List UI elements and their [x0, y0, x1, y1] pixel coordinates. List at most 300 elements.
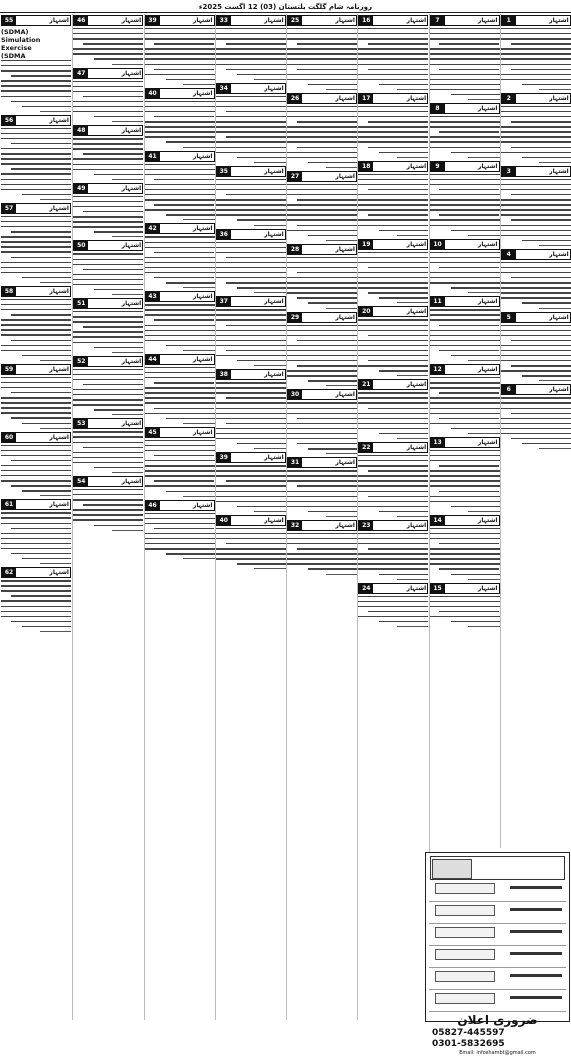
notice-text [430, 252, 500, 289]
notice-number: 37 [217, 297, 231, 306]
notice-title-bar [287, 312, 357, 323]
text-line [73, 316, 143, 317]
text-line [1, 90, 71, 91]
text-line [287, 214, 357, 215]
text-line [501, 209, 571, 210]
text-line [287, 533, 357, 534]
text-line [216, 319, 286, 320]
notice-block [430, 296, 500, 361]
text-line [145, 372, 215, 373]
text-line [73, 259, 143, 260]
text-line [430, 262, 500, 263]
notice-text [73, 28, 143, 60]
text-line [287, 230, 357, 231]
signature-line [539, 380, 571, 381]
text-line [226, 480, 286, 481]
text-line [379, 574, 428, 575]
notice-text [287, 106, 357, 163]
text-line [154, 69, 214, 70]
text-line [430, 199, 500, 200]
text-line [501, 214, 571, 215]
text-line [358, 428, 428, 429]
text-line [501, 184, 571, 185]
notice-title-bar [73, 298, 143, 309]
text-line [11, 340, 71, 341]
text-line [145, 164, 215, 165]
text-line [145, 340, 215, 341]
text-line [358, 533, 428, 534]
text-line [216, 152, 286, 153]
signature-line [40, 282, 72, 283]
text-line [368, 69, 428, 70]
text-line [439, 350, 499, 351]
notice-title-bar [216, 15, 286, 26]
notice-text [216, 96, 286, 158]
signature-line [254, 448, 286, 449]
text-line [501, 28, 571, 29]
text-line [439, 267, 499, 268]
notice-text [145, 101, 215, 143]
notice-tag: اشتہار [264, 17, 284, 24]
text-line [11, 460, 71, 461]
notice-text [1, 128, 71, 195]
notice-title-bar [1, 286, 71, 297]
text-line [368, 121, 428, 122]
text-line [216, 309, 286, 310]
text-line [358, 174, 428, 175]
notice-number: 45 [146, 428, 160, 437]
text-line [73, 494, 143, 495]
text-line [1, 246, 71, 247]
text-line [1, 70, 71, 71]
notice-title-bar [430, 239, 500, 250]
text-line [287, 219, 357, 220]
text-line [1, 138, 71, 139]
text-line [430, 126, 500, 127]
notice-number: 7 [431, 16, 445, 25]
text-line [216, 277, 286, 278]
notice-number: 54 [74, 477, 88, 486]
advertisement-box [425, 852, 570, 1056]
text-line [358, 194, 428, 195]
text-line [287, 553, 357, 554]
text-line [439, 325, 499, 326]
notice-title-bar [358, 15, 428, 26]
notice-number: 15 [431, 584, 445, 593]
text-line [358, 480, 428, 481]
text-line [430, 277, 500, 278]
text-line [287, 189, 357, 190]
notice-number: 6 [502, 385, 516, 394]
text-line [379, 370, 428, 371]
text-line [1, 450, 71, 451]
text-line [358, 558, 428, 559]
text-line [216, 553, 286, 554]
text-line [145, 106, 215, 107]
text-line [368, 189, 428, 190]
text-line [94, 409, 143, 410]
text-line [216, 267, 286, 268]
text-line [22, 423, 71, 424]
text-line [154, 252, 214, 253]
notice-block [287, 312, 357, 387]
notice-number: 53 [74, 419, 88, 428]
notice-number: 56 [2, 116, 16, 125]
text-line [216, 496, 286, 497]
notice-text [216, 465, 286, 507]
notice-block [287, 15, 357, 90]
text-line [287, 277, 357, 278]
text-line [216, 204, 286, 205]
text-line [287, 257, 357, 258]
notice-tag: اشتہار [264, 371, 284, 379]
text-line [1, 173, 71, 174]
text-line [287, 204, 357, 205]
notice-title-bar [430, 103, 500, 114]
text-line [308, 302, 357, 303]
text-line [287, 53, 357, 54]
notice-block [358, 583, 428, 627]
text-line [1, 523, 71, 524]
notice-title-bar [1, 15, 71, 26]
text-line [73, 86, 143, 87]
text-line [73, 158, 143, 159]
text-line [501, 53, 571, 54]
text-line [501, 199, 571, 200]
text-line [358, 179, 428, 180]
notice-tag: اشتہار [335, 17, 355, 24]
text-line [73, 169, 143, 170]
notice-tag: اشتہار [192, 293, 213, 301]
text-line [216, 491, 286, 492]
notice-tag: اشتہار [49, 287, 69, 295]
text-line [358, 365, 428, 366]
text-line [166, 418, 215, 419]
text-line [358, 262, 428, 263]
text-line [287, 58, 357, 59]
text-line [1, 600, 71, 601]
signature-line [468, 579, 500, 580]
notice-text [287, 184, 357, 236]
text-line [1, 221, 71, 222]
notice-tag: اشتہار [477, 366, 498, 374]
text-line [439, 418, 499, 419]
text-line [216, 402, 286, 403]
notice-title-bar [501, 166, 571, 177]
text-line [358, 252, 428, 253]
notice-block [430, 103, 500, 158]
text-line [216, 538, 286, 539]
signature-line [112, 530, 144, 531]
text-line [145, 257, 215, 258]
text-line [287, 480, 357, 481]
notice-title-bar [358, 442, 428, 453]
notice-number: 40 [146, 89, 160, 98]
text-line [501, 58, 571, 59]
text-line [154, 179, 214, 180]
text-line [237, 563, 286, 564]
text-line [216, 247, 286, 248]
text-line [287, 375, 357, 376]
notice-title-bar [73, 68, 143, 79]
text-line [430, 460, 500, 461]
text-line [358, 355, 428, 356]
text-line [287, 423, 357, 424]
text-line [226, 397, 286, 398]
text-line [358, 501, 428, 502]
notice-number: 5 [502, 313, 516, 322]
text-line [358, 485, 428, 486]
signature-line [397, 438, 429, 439]
text-line [1, 251, 71, 252]
text-line [287, 262, 357, 263]
notice-block [287, 93, 357, 168]
text-line [501, 111, 571, 112]
notice-number: 14 [431, 516, 445, 525]
text-line [1, 543, 71, 544]
notice-text [145, 304, 215, 346]
notice-block [1, 364, 71, 429]
text-line [368, 43, 428, 44]
notice-block [73, 476, 143, 531]
text-line [73, 284, 143, 285]
text-line [287, 563, 357, 564]
text-line [439, 465, 499, 466]
notice-title-bar [501, 93, 571, 104]
text-line [73, 519, 143, 520]
notice-block [216, 166, 286, 226]
text-line [216, 64, 286, 65]
text-line [11, 75, 71, 76]
text-line [83, 96, 143, 97]
text-line [287, 501, 357, 502]
notice-title-bar [145, 291, 215, 302]
notice-block [501, 312, 571, 382]
text-line [287, 345, 357, 346]
text-line [216, 141, 286, 142]
notice-number: 50 [74, 241, 88, 250]
text-line [1, 163, 71, 164]
text-line [358, 465, 428, 466]
signature-line [326, 308, 358, 309]
text-line [501, 428, 571, 429]
text-line [522, 157, 571, 158]
text-line [430, 48, 500, 49]
text-line [379, 511, 428, 512]
notice-title-bar [145, 88, 215, 99]
text-line [287, 428, 357, 429]
text-line [430, 141, 500, 142]
text-line [358, 402, 428, 403]
text-line [287, 470, 357, 471]
signature-line [40, 631, 72, 632]
text-line [1, 299, 71, 300]
text-line [145, 189, 215, 190]
notice-tag: اشتہار [406, 17, 427, 24]
notice-tag: اشتہار [121, 420, 142, 428]
notice-title-bar [358, 239, 428, 250]
text-line [358, 111, 428, 112]
notice-block [73, 356, 143, 416]
notice-text [1, 377, 71, 424]
text-line [439, 611, 499, 612]
text-line [287, 152, 357, 153]
text-line [368, 214, 428, 215]
notice-number: 13 [431, 438, 445, 447]
text-line [297, 147, 357, 148]
notice-number: 58 [2, 287, 16, 296]
text-line [430, 136, 500, 137]
signature-line [397, 157, 429, 158]
notice-tag: اشتہار [121, 300, 142, 308]
text-line [145, 33, 215, 34]
text-line [1, 334, 71, 335]
text-line [368, 470, 428, 471]
text-line [226, 257, 286, 258]
text-line [358, 204, 428, 205]
text-line [501, 325, 571, 326]
text-line [216, 272, 286, 273]
text-line [368, 496, 428, 497]
notice-number: 18 [359, 162, 373, 171]
text-line [216, 418, 286, 419]
text-line [216, 558, 286, 559]
signature-line [397, 235, 429, 236]
signature-line [183, 496, 215, 497]
text-line [216, 28, 286, 29]
text-line [94, 347, 143, 348]
signature-line [539, 308, 571, 309]
text-line [216, 413, 286, 414]
notice-tag: اشتہار [549, 167, 569, 175]
text-line [430, 219, 500, 220]
text-line [511, 365, 571, 366]
notice-title-bar [430, 15, 500, 26]
notice-number: 60 [2, 433, 16, 442]
text-line [501, 106, 571, 107]
text-line [430, 204, 500, 205]
text-line [73, 216, 143, 217]
text-line [145, 267, 215, 268]
text-line [1, 133, 71, 134]
text-line [430, 53, 500, 54]
text-line [430, 330, 500, 331]
text-line [216, 242, 286, 243]
text-line [216, 58, 286, 59]
notice-text [358, 106, 428, 153]
text-line [145, 523, 215, 524]
text-line [11, 485, 71, 486]
text-line [73, 331, 143, 332]
text-line [287, 33, 357, 34]
notice-block [430, 364, 500, 434]
signature-line [112, 236, 144, 237]
notice-number: 52 [74, 357, 88, 366]
notice-title-bar [358, 161, 428, 172]
text-line [358, 596, 428, 597]
text-line [297, 272, 357, 273]
text-line [430, 480, 500, 481]
signature-line [40, 360, 72, 361]
notice-text [1, 580, 71, 627]
notice-text [501, 179, 571, 241]
text-line [1, 262, 71, 263]
text-line [358, 58, 428, 59]
text-line [511, 69, 571, 70]
text-line [94, 525, 143, 526]
notice-block [1, 15, 71, 112]
text-line [145, 126, 215, 127]
notice-number: 35 [217, 167, 231, 176]
text-line [501, 79, 571, 80]
notice-number: 1 [502, 16, 516, 25]
text-line [1, 480, 71, 481]
text-line [430, 501, 500, 502]
text-line [308, 235, 357, 236]
text-line [451, 574, 500, 575]
notice-tag: اشتہار [192, 89, 213, 97]
notice-number: 40 [217, 516, 231, 525]
text-line [430, 335, 500, 336]
text-line [1, 329, 71, 330]
text-line [439, 189, 499, 190]
text-line [1, 319, 71, 320]
text-line [379, 433, 428, 434]
signature-line [112, 414, 144, 415]
text-line [73, 81, 143, 82]
text-line [216, 262, 286, 263]
text-line [145, 543, 215, 544]
signature-line [40, 563, 72, 564]
notice-number: 12 [431, 365, 445, 374]
notice-title-bar [501, 249, 571, 260]
text-line [501, 330, 571, 331]
text-line [166, 79, 215, 80]
text-line [73, 28, 143, 29]
text-line [1, 470, 71, 471]
text-line [287, 335, 357, 336]
text-line [94, 58, 143, 59]
text-line [287, 157, 357, 158]
text-line [73, 206, 143, 207]
notice-block [1, 203, 71, 283]
text-line [501, 335, 571, 336]
text-line [297, 443, 357, 444]
text-line [226, 423, 286, 424]
text-line [237, 360, 286, 361]
text-line [297, 485, 357, 486]
text-line [430, 174, 500, 175]
signature-line [254, 225, 286, 226]
notice-text [430, 309, 500, 356]
signature-line [326, 167, 358, 168]
text-line [511, 413, 571, 414]
notice-title-bar [73, 240, 143, 251]
text-line [308, 568, 357, 569]
notice-block [216, 83, 286, 163]
text-line [358, 553, 428, 554]
text-line [308, 380, 357, 381]
notice-number: 30 [288, 390, 302, 399]
notice-number: 49 [74, 184, 88, 193]
notice-block [145, 500, 215, 560]
text-line [358, 28, 428, 29]
text-line [73, 164, 143, 165]
text-line [145, 242, 215, 243]
text-line [358, 392, 428, 393]
notice-tag: اشتہار [477, 438, 498, 446]
text-line [216, 106, 286, 107]
